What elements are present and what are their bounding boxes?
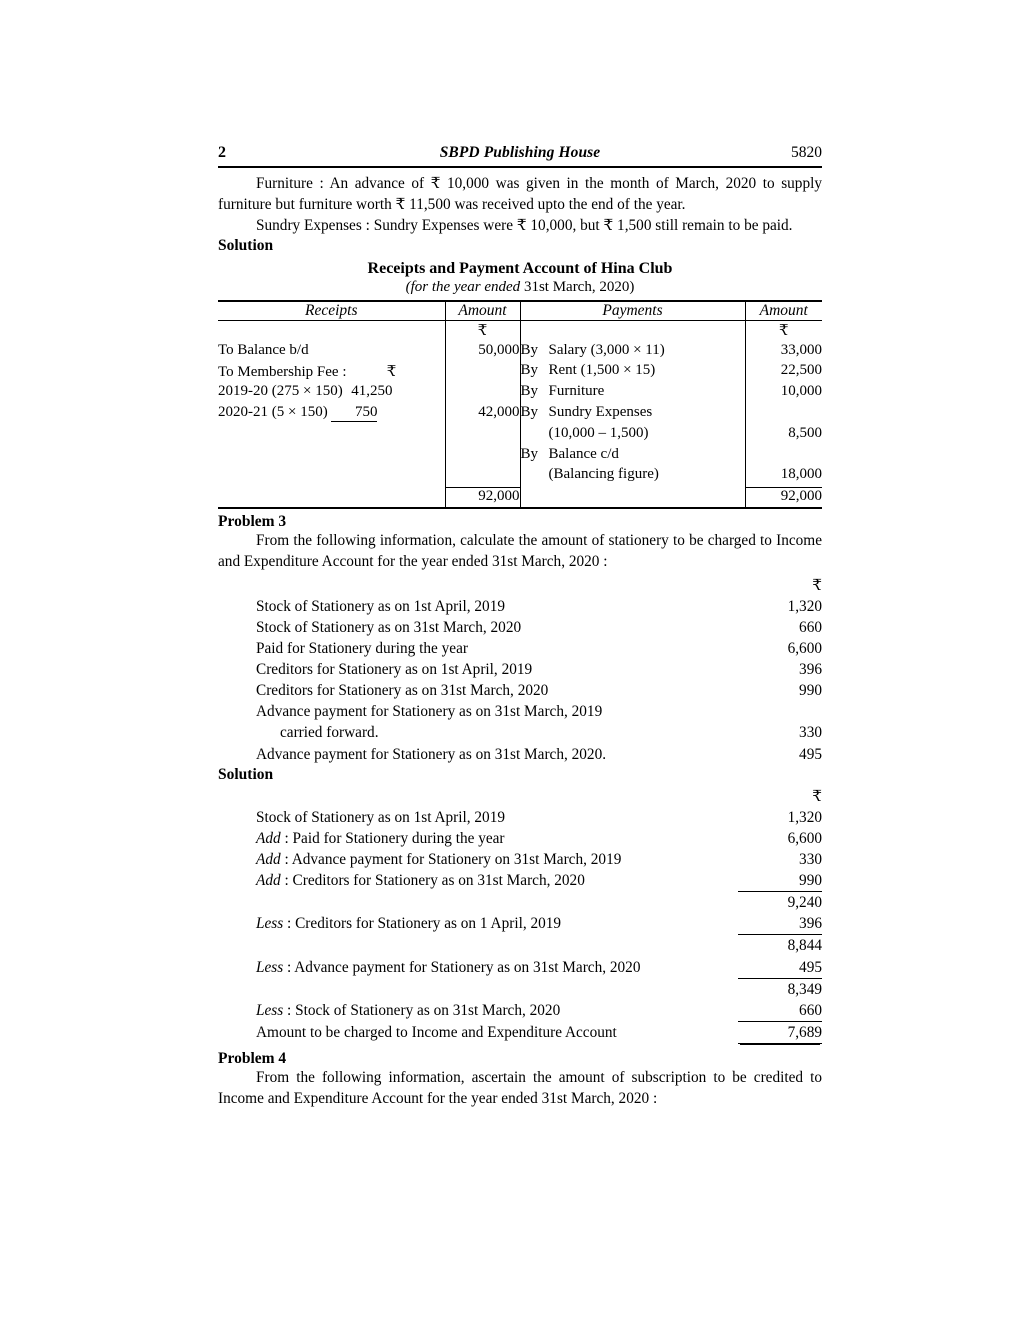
receipt-amount-4 [445, 425, 520, 446]
receipt-cell-3 [218, 404, 445, 425]
problem3-item-label-2: Paid for Stationery during the year [256, 639, 468, 657]
problem3-item-label-3: Creditors for Stationery as on 1st April, 2019 [256, 661, 533, 679]
table-row [218, 466, 822, 487]
problem3-items [218, 575, 822, 765]
solution-prefix-1: Add [256, 829, 281, 847]
problem3-item-label-7: Advance payment for Stationery as on 31st March, 2020. [256, 745, 607, 763]
currency-row [218, 321, 822, 342]
payment-by-5: By [520, 445, 539, 462]
receipt-cell-5 [218, 446, 445, 467]
payment-by-4 [521, 425, 549, 442]
solution-text-1: : Paid for Stationery during the year [280, 829, 505, 847]
solution-text-5: : Creditors for Stationery as on 1 April, 2019 [283, 915, 562, 933]
receipt-inner-1: ₹ [386, 364, 397, 381]
col-header-amount-right: Amount [745, 301, 822, 321]
solution-value-1: 6,600 [787, 829, 822, 847]
solution-label-2 [218, 849, 738, 870]
solution-value-9: 660 [738, 1000, 822, 1022]
solution-label-10: Amount to be charged to Income and Expenditure Account [256, 1023, 617, 1041]
solution-row [218, 913, 822, 935]
receipt-amount-2 [445, 383, 520, 404]
payment-cell-4 [520, 425, 745, 446]
solution-label-3 [218, 870, 738, 891]
payment-cell-2 [520, 383, 745, 404]
table-header-row [218, 301, 822, 321]
receipt-amount-3: 42,000 [445, 404, 520, 425]
payment-label-1: Rent (1,500 × 15) [548, 362, 656, 379]
solution-prefix-9: Less [256, 1001, 284, 1019]
solution-heading-1: Solution [218, 237, 274, 255]
payment-amount-2: 10,000 [745, 383, 822, 404]
solution-row [218, 1000, 822, 1022]
totals-blank-left [218, 487, 445, 508]
solution-text-0: Stock of Stationery as on 1st April, 2019 [256, 808, 505, 826]
solution-value-2: 330 [799, 850, 822, 868]
solution-prefix-5: Less [256, 915, 284, 933]
solution-value-5: 396 [738, 913, 822, 935]
table-row [218, 404, 822, 425]
solution-row [218, 849, 822, 870]
payment-amount-5 [745, 446, 822, 467]
table-row [218, 425, 822, 446]
problem3-currency-symbol: ₹ [812, 576, 822, 594]
solution-currency-row [218, 786, 822, 807]
solution-row [218, 870, 822, 892]
problem3-statement: From the following information, calculate the amount of stationery to be charged to Income and Expenditure Account for the year ended 31st March, 2020 : [218, 532, 822, 570]
receipt-label-1: To Membership Fee : [218, 364, 347, 381]
solution-text-2: : Advance payment for Stationery on 31st March, 2019 [280, 850, 622, 868]
payment-label-2: Furniture [548, 383, 605, 400]
problem3-item-value-0: 1,320 [787, 597, 822, 615]
problem3-item-label-5: Advance payment for Stationery as on 31st March, 2019 [256, 703, 603, 721]
payment-cell-5 [520, 446, 745, 467]
receipt-inner-2: 41,250 [351, 383, 393, 400]
solution-label-9 [218, 1000, 738, 1021]
payment-amount-6: 18,000 [745, 466, 822, 487]
payment-amount-1: 22,500 [745, 362, 822, 383]
solution-subtotal-row [218, 935, 822, 956]
payment-cell-3 [520, 404, 745, 425]
problem3-item-value-3: 396 [799, 661, 822, 679]
table-row [218, 446, 822, 467]
payment-by-0: By [520, 341, 539, 358]
receipt-cell-4 [218, 425, 445, 446]
payment-by-2: By [520, 383, 539, 400]
receipts-total: 92,000 [445, 487, 520, 508]
problem3-item-value-4: 990 [799, 682, 822, 700]
account-table-subtitle-rest: 31st March, 2020) [520, 279, 635, 296]
receipt-inner-3: 750 [331, 404, 377, 422]
problem3-solution [218, 786, 822, 1044]
payment-cell-6 [520, 466, 745, 487]
col-header-payments: Payments [520, 301, 745, 321]
solution-text-3: : Creditors for Stationery as on 31st March, 2020 [280, 872, 585, 890]
list-item [218, 722, 822, 743]
solution-value-6: 8,844 [787, 937, 822, 955]
solution-final-row [218, 1022, 822, 1044]
page-number: 2 [218, 144, 226, 161]
problem3-item-value-1: 660 [799, 618, 822, 636]
receipt-label-0: To Balance b/d [218, 341, 309, 358]
payment-by-1: By [520, 362, 539, 379]
running-header-title: SBPD Publishing House [439, 144, 601, 161]
currency-symbol-right: ₹ [745, 321, 822, 342]
furniture-paragraph: Furniture : An advance of ₹ 10,000 was given in the month of March, 2020 to supply furniture but furniture worth ₹ 11,500 was received upto the end of the year. [218, 175, 822, 213]
solution-value-8: 8,349 [787, 980, 822, 998]
payment-by-6 [521, 466, 549, 483]
solution-subtotal-row [218, 892, 822, 913]
list-item [218, 596, 822, 617]
solution-label-0 [218, 807, 738, 828]
table-row [218, 342, 822, 363]
problem3-item-label-1: Stock of Stationery as on 31st March, 2020 [256, 618, 522, 636]
receipt-amount-1 [445, 362, 520, 383]
problem3-item-value-6: 330 [799, 724, 822, 742]
solution-text-9: : Stock of Stationery as on 31st March, 2020 [283, 1001, 561, 1019]
totals-row [218, 487, 822, 508]
list-item [218, 680, 822, 701]
solution-prefix-3: Add [256, 872, 281, 890]
col-header-receipts: Receipts [218, 301, 445, 321]
solution-label-5 [218, 913, 738, 934]
account-table-title: Receipts and Payment Account of Hina Club [367, 260, 673, 278]
receipt-amount-0: 50,000 [445, 342, 520, 363]
receipt-label-2: 2019-20 (275 × 150) [218, 383, 343, 400]
header-rule [218, 166, 822, 168]
list-item [218, 744, 822, 765]
solution-row [218, 807, 822, 828]
payment-amount-3 [745, 404, 822, 425]
payment-amount-0: 33,000 [745, 342, 822, 363]
payment-label-4: (10,000 – 1,500) [548, 424, 649, 441]
receipt-amount-6 [445, 466, 520, 487]
solution-subtotal-row [218, 979, 822, 1000]
list-item [218, 701, 822, 722]
payment-label-6: (Balancing figure) [548, 466, 659, 483]
solution-value-3: 990 [738, 870, 822, 892]
totals-blank-right [520, 487, 745, 508]
receipt-cell-1 [218, 362, 445, 383]
problem3-currency-row [218, 575, 822, 596]
solution-value-4: 9,240 [787, 894, 822, 912]
payment-cell-0 [520, 342, 745, 363]
solution-value-10: 7,689 [738, 1022, 822, 1044]
receipts-payments-table [218, 300, 822, 509]
list-item [218, 638, 822, 659]
solution-label-1 [218, 828, 738, 849]
solution-prefix-2: Add [256, 850, 281, 868]
problem3-item-label-0: Stock of Stationery as on 1st April, 2019 [256, 597, 505, 615]
table-row [218, 362, 822, 383]
payment-cell-1 [520, 362, 745, 383]
payment-by-3: By [520, 404, 539, 421]
currency-symbol-left: ₹ [445, 321, 520, 342]
sundry-paragraph: Sundry Expenses : Sundry Expenses were ₹ 10,000, but ₹ 1,500 still remain to be paid. [256, 216, 793, 234]
account-table-subtitle-italic: (for the year ended [405, 279, 521, 296]
problem3-item-value-7: 495 [799, 745, 822, 763]
solution-value-7: 495 [738, 957, 822, 979]
problem3-item-value-2: 6,600 [787, 639, 822, 657]
running-header-code: 5820 [791, 144, 822, 161]
receipt-cell-6 [218, 466, 445, 487]
receipt-amount-5 [445, 446, 520, 467]
problem3-item-label-6: carried forward. [280, 724, 379, 742]
solution-row [218, 957, 822, 979]
payment-amount-4: 8,500 [745, 425, 822, 446]
problem4-statement: From the following information, ascertain the amount of subscription to be credited to Income and Expenditure Account for the year ended 31st March, 2020 : [218, 1068, 822, 1107]
receipt-cell-2 [218, 383, 445, 404]
payment-label-3: Sundry Expenses [548, 404, 653, 421]
solution-prefix-7: Less [256, 958, 284, 976]
running-header [218, 144, 822, 164]
receipt-label-3: 2020-21 (5 × 150) [218, 404, 328, 421]
payment-label-0: Salary (3,000 × 11) [548, 341, 665, 358]
payments-total: 92,000 [745, 487, 822, 508]
currency-blank-left [218, 321, 445, 342]
solution-heading-2: Solution [218, 765, 274, 783]
currency-blank-right [520, 321, 745, 342]
solution-label-7 [218, 957, 738, 978]
document-page [218, 144, 822, 1110]
col-header-amount-left: Amount [445, 301, 520, 321]
solution-currency-symbol: ₹ [812, 787, 822, 805]
list-item [218, 659, 822, 680]
payment-label-5: Balance c/d [548, 445, 619, 462]
problem4-heading: Problem 4 [218, 1049, 287, 1067]
problem3-item-label-4: Creditors for Stationery as on 31st March, 2020 [256, 682, 549, 700]
account-table-subtitle [218, 279, 822, 296]
problem3-heading: Problem 3 [218, 513, 287, 531]
solution-row [218, 828, 822, 849]
list-item [218, 617, 822, 638]
solution-text-7: : Advance payment for Stationery as on 31st March, 2020 [283, 958, 641, 976]
solution-value-0: 1,320 [787, 808, 822, 826]
table-row [218, 383, 822, 404]
